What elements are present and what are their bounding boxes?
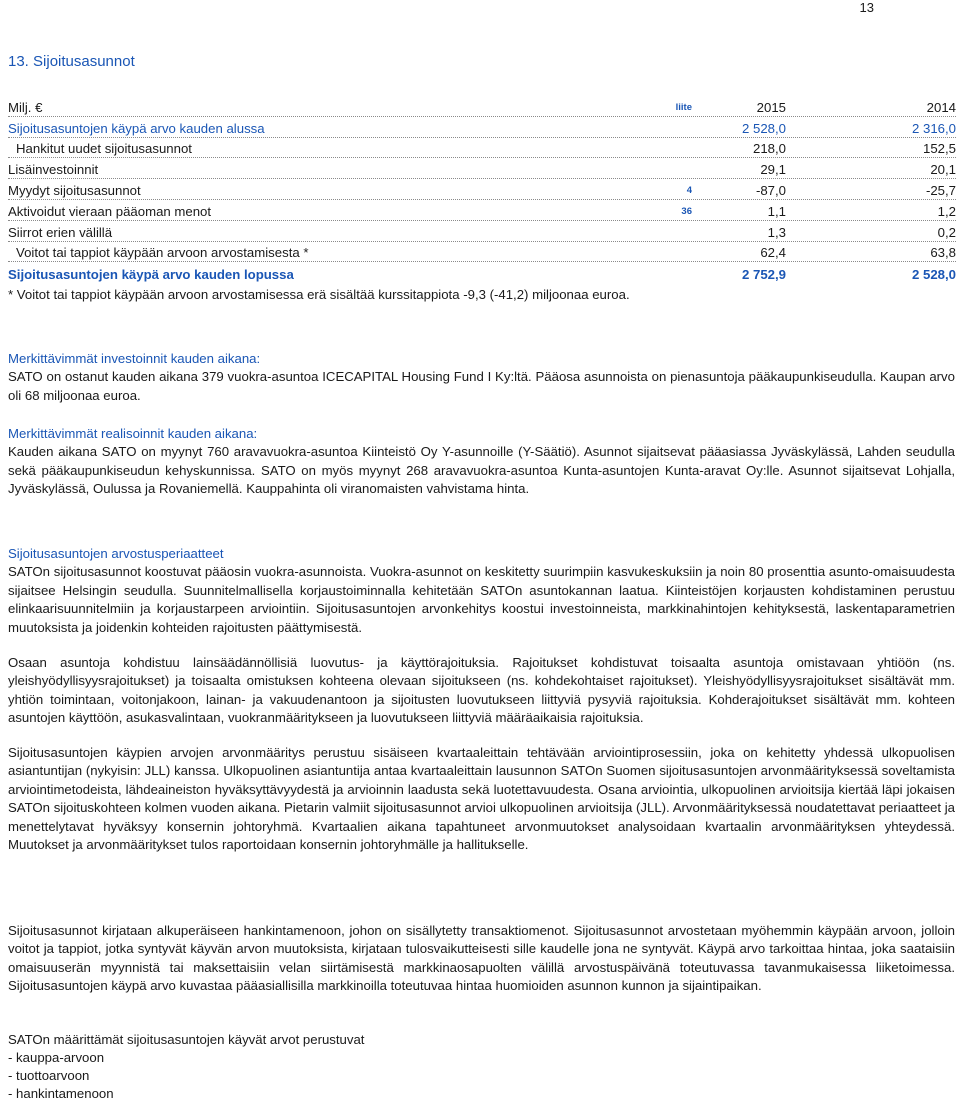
- investments-section: [8, 350, 955, 405]
- principles-paragraph-1: SATOn sijoitusasunnot koostuvat pääosin vuokra-asunnoista. Vuokra-asunnot on keskitetty suurimpiin kasvukeskuksiin ja noin 80 prosenttia asunto-omaisuudesta sijaitsee Helsingin seudulla. Suunnitelmallisella korjaustoiminnalla kehitetään SATOn asuntokannan laatua. Kiinteistöjen korjausten kohdistaminen perustuu elinkaarisuunnitelmiin ja korjaustarpeen arviointiin. Sijoitusasuntojen arvonkehitys koostui investoinneista, markkinahintojen kehityksestä, laskentaparametrien muutoksista ja joidenkin kohteiden rajoitusten päättymisestä.: [8, 564, 955, 635]
- investments-heading: Merkittävimmät investoinnit kauden aikana:: [8, 351, 261, 366]
- row-value-2014: 152,5: [922, 141, 956, 157]
- table-footnote: * Voitot tai tappiot käypään arvoon arvostamisessa erä sisältää kurssitappiota -9,3 (-41,2) miljoonaa euroa.: [8, 287, 630, 302]
- principles-paragraph-4-block: [8, 922, 955, 996]
- section-title: 13. Sijoitusasunnot: [8, 53, 135, 70]
- row-value-2015: 29,1: [760, 162, 786, 178]
- row-label: Aktivoidut vieraan pääoman menot: [8, 203, 212, 219]
- row-value-2014: -25,7: [925, 182, 956, 198]
- row-label: Siirrot erien välillä: [8, 224, 113, 240]
- investment-properties-table: [8, 96, 956, 283]
- list-item: - hankintamenoon: [8, 1086, 114, 1101]
- table-row: [8, 200, 956, 221]
- unit-label: Milj. €: [8, 99, 43, 115]
- table-row: [8, 179, 956, 200]
- year-2014-header: 2014: [926, 99, 956, 115]
- row-value-2015: 2 752,9: [742, 267, 786, 283]
- principles-paragraph-3: Sijoitusasuntojen käypien arvojen arvonmääritys perustuu sisäiseen kvartaaleittain tehtävään arviointiprosessiin, joka on kehitetty yhdessä ulkopuolisen asiantuntijan (nykyisin: JLL) kanssa. Ulkopuolinen asiantuntija antaa kvartaaleittain lausunnon SATOn Suomen sijoitusasuntojen arvonmäärityksessä soveltamista arviointimetodeista, lähdeaineiston hyväksyttävyydestä ja arvioinnin laadusta sekä luotettavuudesta. Osana arviointia, ulkopuolinen arvioitsija kiertää läpi jokaisen SATOn sijoituskohteen kolmen vuoden aikana. Pietarin valmiit sijoitusasunnot arvioi ulkopuolinen arvioitsija (JLL). Arvonmäärityksessä noudatettavat periaatteet ja menettelytavat hyväksyy konsernin johtoryhmä. Kvartaalien aikana tapahtuneet arvonmuutokset analysoidaan kvartaalin arvonmäärityksen yhteydessä. Muutokset ja arvonmääritykset tulos raportoidaan konsernin johtoryhmälle ja hallitukselle.: [8, 745, 955, 853]
- divestments-text: Kauden aikana SATO on myynyt 760 aravavuokra-asuntoa Kiinteistö Oy Y-asunnoille (Y-Säätiö). Asunnot sijaitsevat pääasiassa Jyväskylässä, Lahden seudulla sekä pääkaupunkiseudun kehyskunnissa. SATO on myös myynyt 268 aravavuokra-asuntoa Kunta-asuntojen Kunta-aravat Oy:lle. Asunnot sijaitsevat Lohjalla, Jyväskylässä, Oulussa ja Rovaniemellä. Kauppahinta oli viranomaisten vahvistama hinta.: [8, 444, 955, 497]
- investments-text: SATO on ostanut kauden aikana 379 vuokra-asuntoa ICECAPITAL Housing Fund I Ky:ltä. Pääosa asunnoista on pienasuntoja pääkaupunkiseudulla. Kaupan arvo oli 68 miljoonaa euroa.: [8, 369, 955, 403]
- divestments-heading: Merkittävimmät realisoinnit kauden aikana:: [8, 426, 258, 441]
- list-item: - tuottoarvoon: [8, 1068, 90, 1083]
- row-value-2015: 1,3: [767, 224, 786, 240]
- row-note: 4: [686, 184, 692, 196]
- note-column-header: liite: [675, 101, 692, 113]
- principles-heading: Sijoitusasuntojen arvostusperiaatteet: [8, 546, 224, 561]
- divestments-section: [8, 425, 955, 499]
- row-label: Hankitut uudet sijoitusasunnot: [16, 141, 192, 157]
- valuation-principles-section: [8, 545, 955, 637]
- principles-paragraph-2: Osaan asuntoja kohdistuu lainsäädännöllisiä luovutus- ja käyttörajoituksia. Rajoitukset kohdistuvat toisaalta asuntoja omistavaan yhtiöön (ns. yleishyödyllisyysrajoitukset) ja toisaalta omistuksen kohteena olevaan sijoitukseen (ns. kohdekohtaiset rajoitukset). Yleishyödyllisyysrajoitukset sisältävät mm. yhtiön toimintaan, voitonjakoon, lainan- ja vakuudenantoon ja sijoitusten luovutukseen liittyviä pysyviä rajoituksia. Kohderajoitukset sisältävät mm. kohteen asuntojen käyttöön, asukasvalintaan, vuokranmääritykseen ja luovutukseen liittyviä määräaikaisia rajoituksia.: [8, 655, 955, 726]
- row-value-2015: 218,0: [752, 141, 786, 157]
- row-value-2014: 1,2: [937, 203, 956, 219]
- row-value-2014: 63,8: [930, 245, 956, 261]
- table-header-row: [8, 96, 956, 117]
- fair-value-basis-list: [8, 1031, 955, 1103]
- row-label: Myydyt sijoitusasunnot: [8, 182, 141, 198]
- page-number: 13: [859, 0, 874, 15]
- row-value-2015: 2 528,0: [742, 120, 786, 136]
- row-value-2014: 20,1: [930, 162, 956, 178]
- row-note: 36: [681, 205, 692, 217]
- table-row-opening-value: [8, 117, 956, 138]
- row-label: Lisäinvestoinnit: [8, 162, 99, 178]
- table-row-closing-value: [8, 262, 956, 283]
- row-label: Sijoitusasuntojen käypä arvo kauden lopussa: [8, 267, 294, 283]
- row-value-2015: 1,1: [767, 203, 786, 219]
- row-label: Voitot tai tappiot käypään arvoon arvostamisesta *: [16, 245, 309, 261]
- row-value-2015: 62,4: [760, 245, 786, 261]
- year-2015-header: 2015: [756, 99, 786, 115]
- row-value-2014: 2 528,0: [912, 267, 956, 283]
- list-intro: SATOn määrittämät sijoitusasuntojen käyvät arvot perustuvat: [8, 1032, 365, 1047]
- principles-paragraph-2-block: [8, 654, 955, 728]
- table-row: [8, 242, 956, 263]
- row-value-2014: 2 316,0: [912, 120, 956, 136]
- table-row: [8, 221, 956, 242]
- principles-paragraph-3-block: [8, 744, 955, 854]
- row-value-2015: -87,0: [755, 182, 786, 198]
- principles-paragraph-4: Sijoitusasunnot kirjataan alkuperäiseen hankintamenoon, johon on sisällytetty transaktiomenot. Sijoitusasunnot arvostetaan myöhemmin käypään arvoon, jolloin voitot ja tappiot, jotka syntyvät käyvän arvon muutoksista, kirjataan tulosvaikutteisesti sille kaudelle jona ne syntyvät. Käypä arvo tarkoittaa hintaa, joka saataisiin omaisuuserän myynnistä tai maksettaisiin velan siirtämisestä markkinaosapuolten välillä arvostuspäivänä toteutuvassa tavanmukaisessa liiketoimessa. Sijoitusasuntojen käypä arvo kuvastaa pääasiallisilla markkinoilla toteutuvaa hintaa huomioiden asunnon kunnon ja sijaintipaikan.: [8, 923, 955, 994]
- table-row: [8, 158, 956, 179]
- row-label: Sijoitusasuntojen käypä arvo kauden alussa: [8, 120, 265, 136]
- row-value-2014: 0,2: [937, 224, 956, 240]
- list-item: - kauppa-arvoon: [8, 1050, 105, 1065]
- table-row: [8, 138, 956, 159]
